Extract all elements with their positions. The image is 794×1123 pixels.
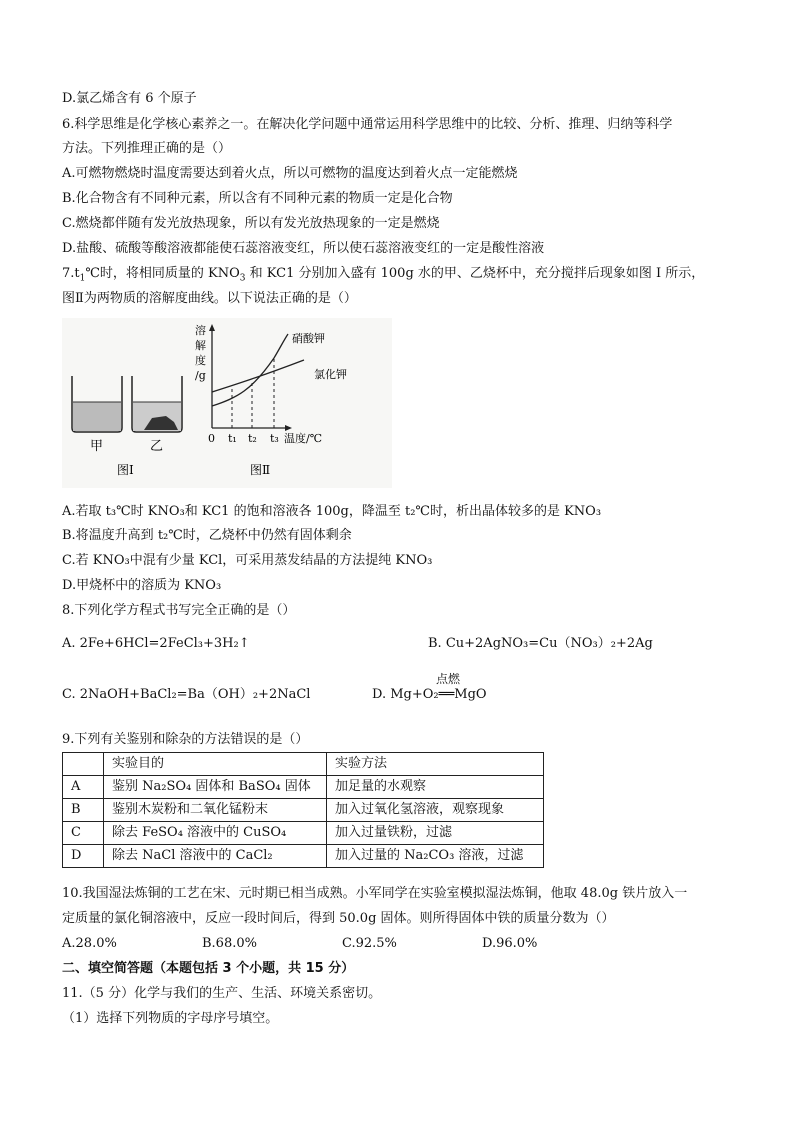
- q8-option-b: B. Cu+2AgNO₃=Cu（NO₃）₂+2Ag: [428, 636, 653, 651]
- q6-option-a: A.可燃物燃烧时温度需要达到着火点，所以可燃物的温度达到着火点一定能燃烧: [62, 166, 518, 181]
- y-label-3: 度: [195, 354, 206, 367]
- q10-option-a: A.28.0%: [62, 936, 117, 951]
- table-cell: A: [63, 776, 104, 799]
- q7-option-d: D.甲烧杯中的溶质为 KNO₃: [62, 578, 222, 593]
- kno3-label: 硝酸钾: [292, 332, 325, 345]
- table-row: [63, 799, 544, 822]
- q7-stem-line2: 图Ⅱ为两物质的溶解度曲线。以下说法正确的是（）: [62, 291, 357, 306]
- q10-stem-line2: 定质量的氯化铜溶液中，反应一段时间后，得到 50.0g 固体。则所得固体中铁的质量分数为（）: [62, 911, 615, 926]
- table-cell: 加足量的水观察: [327, 776, 544, 799]
- q8-stem: 8.下列化学方程式书写完全正确的是（）: [62, 603, 296, 618]
- y-label-1: 溶: [195, 324, 206, 337]
- q7-option-a: A.若取 t₃℃时 KNO₃和 KC1 的饱和溶液各 100g，降温至 t₂℃时，析出晶体较多的是 KNO₃: [62, 504, 602, 519]
- q5-option-d: D.氯乙烯含有 6 个原子: [62, 91, 197, 106]
- fig1-label: 图Ⅰ: [117, 463, 134, 477]
- table-row: [63, 776, 544, 799]
- table-cell: 除去 FeSO₄ 溶液中的 CuSO₄: [104, 822, 327, 845]
- table-cell: 鉴别 Na₂SO₄ 固体和 BaSO₄ 固体: [104, 776, 327, 799]
- table-cell: 鉴别木炭粉和二氧化锰粉末: [104, 799, 327, 822]
- q7-stem-line1: $7.t_1℃$时，将相同质量的 $KNO_3$ 和 KC1 分别加入盛有 100g 水的甲、乙烧杯中，充分搅拌后现象如图 I 所示，: [62, 266, 705, 284]
- fig2-label: 图Ⅱ: [250, 463, 271, 477]
- q8-option-d: D. Mg+O₂══MgO: [372, 687, 487, 702]
- q7-option-b: B.将温度升高到 t₂℃时，乙烧杯中仍然有固体剩余: [62, 528, 352, 543]
- x-tick-t1: t₁: [228, 432, 237, 445]
- q8-condition: 点燃: [436, 672, 461, 686]
- table-row: [63, 845, 544, 868]
- q7-option-c: C.若 KNO₃中混有少量 KCl，可采用蒸发结晶的方法提纯 KNO₃: [62, 553, 433, 568]
- beaker-yi-label: 乙: [150, 439, 164, 454]
- kcl-label: 氯化钾: [314, 368, 347, 381]
- table-header-cell: 实验方法: [327, 753, 544, 776]
- table-header-cell: [63, 753, 104, 776]
- q9-table: [62, 752, 544, 868]
- x-axis-label: 温度/℃: [284, 432, 323, 445]
- section-2-heading: 二、填空简答题（本题包括 3 个小题，共 15 分）: [62, 961, 355, 976]
- table-header-row: [63, 753, 544, 776]
- table-cell: B: [63, 799, 104, 822]
- table-cell: 除去 NaCl 溶液中的 CaCl₂: [104, 845, 327, 868]
- x-tick-0: 0: [208, 432, 215, 445]
- x-tick-t2: t₂: [248, 432, 257, 445]
- q10-stem-line1: 10.我国湿法炼铜的工艺在宋、元时期已相当成熟。小军同学在实验室模拟湿法炼铜，他取 48.0g 铁片放入一: [62, 886, 688, 901]
- solubility-figure: [62, 318, 392, 488]
- q10-option-b: B.68.0%: [202, 936, 257, 951]
- q11-sub1: （1）选择下列物质的字母序号填空。: [62, 1011, 279, 1026]
- q6-stem-line2: 方法。下列推理正确的是（）: [62, 141, 232, 156]
- q10-option-c: C.92.5%: [342, 936, 397, 951]
- x-tick-t3: t₃: [270, 432, 279, 445]
- table-cell: 加入过量的 Na₂CO₃ 溶液，过滤: [327, 845, 544, 868]
- table-cell: 加入过量铁粉，过滤: [327, 822, 544, 845]
- beaker-jia-label: 甲: [90, 439, 104, 454]
- table-row: [63, 822, 544, 845]
- q6-stem-line1: 6.科学思维是化学核心素养之一。在解决化学问题中通常运用科学思维中的比较、分析、推理、归纳等科学: [62, 117, 673, 132]
- q10-option-d: D.96.0%: [482, 936, 538, 951]
- y-label-2: 解: [195, 339, 206, 352]
- table-cell: 加入过氧化氢溶液，观察现象: [327, 799, 544, 822]
- q11-stem: 11.（5 分）化学与我们的生产、生活、环境关系密切。: [62, 986, 382, 1001]
- table-cell: D: [63, 845, 104, 868]
- y-label-4: /g: [195, 369, 206, 382]
- q6-option-b: B.化合物含有不同种元素，所以含有不同种元素的物质一定是化合物: [62, 191, 453, 206]
- q8-option-a: A. 2Fe+6HCl=2FeCl₃+3H₂↑: [62, 636, 250, 651]
- table-header-cell: 实验目的: [104, 753, 327, 776]
- q6-option-d: D.盐酸、硫酸等酸溶液都能使石蕊溶液变红，所以使石蕊溶液变红的一定是酸性溶液: [62, 241, 545, 256]
- q9-stem: 9.下列有关鉴别和除杂的方法错误的是（）: [62, 732, 309, 747]
- q8-option-c: C. 2NaOH+BaCl₂=Ba（OH）₂+2NaCl: [62, 687, 311, 702]
- table-cell: C: [63, 822, 104, 845]
- q6-option-c: C.燃烧都伴随有发光放热现象，所以有发光放热现象的一定是燃烧: [62, 216, 440, 231]
